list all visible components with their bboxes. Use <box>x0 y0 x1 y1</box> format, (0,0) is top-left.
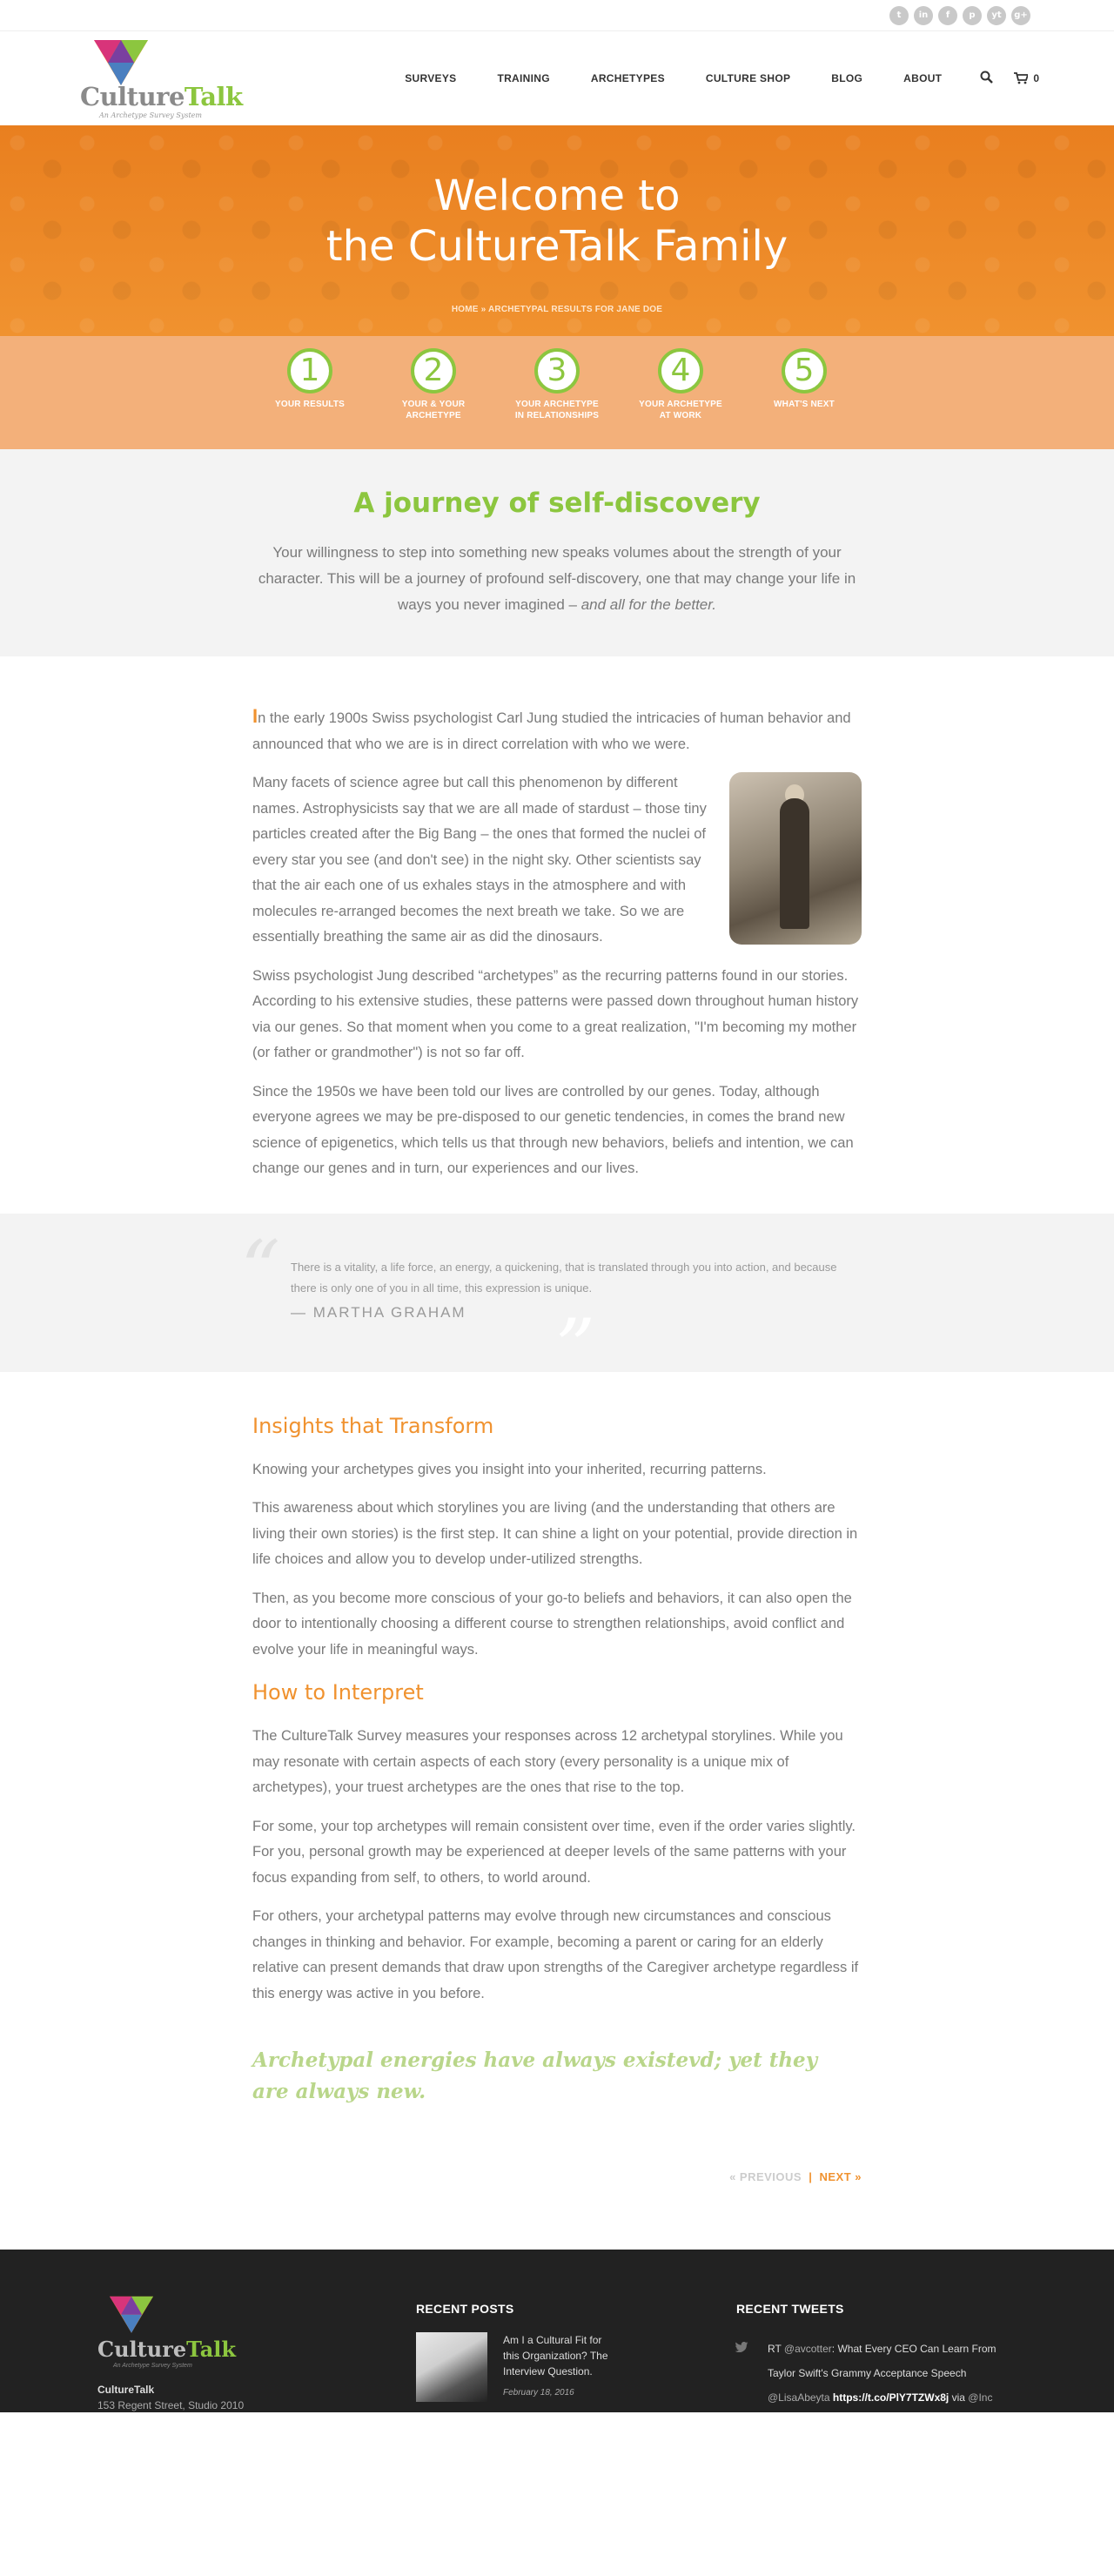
article-paragraph: Swiss psychologist Jung described “archetypes” as the recurring patterns found in our stories. According to his extensive studies, these patterns were passed down throughout human history via our genes. So that moment when you come to a great realization, "I'm becoming my mother (or father or grandmother") is not so far off. <box>252 967 859 1060</box>
footer-tagline: An Archetype Survey System <box>113 2363 192 2369</box>
twitter-icon[interactable]: t <box>889 6 909 25</box>
site-footer <box>0 2250 1114 2412</box>
step-label: YOUR ARCHETYPE IN RELATIONSHIPS <box>514 400 600 420</box>
step-you-and-archetype[interactable] <box>372 348 495 449</box>
nav-surveys[interactable]: SURVEYS <box>405 72 457 84</box>
journey-text: Your willingness to step into something new speaks volumes about the strength of your character. This will be a journey of profound self-discovery, one that may change your life in ways you never imagined – and all for the better. <box>258 544 856 613</box>
post-title: Am I a Cultural Fit for this Organization? The Interview Question. <box>503 2334 608 2378</box>
step-archetype-relationships[interactable] <box>495 348 619 449</box>
step-archetype-at-work[interactable] <box>619 348 742 449</box>
tweet-text: : What Every CEO Can Learn From Taylor Swift's Grammy Acceptance Speech <box>768 2343 997 2379</box>
logo-triangle-icon <box>94 38 148 85</box>
site-logo[interactable] <box>80 38 243 122</box>
social-bar <box>0 0 1114 31</box>
step-label: YOUR & YOUR ARCHETYPE <box>401 400 466 420</box>
quote-author: — MARTHA GRAHAM <box>291 1303 466 1321</box>
tweet-mention-link[interactable]: @LisaAbeyta <box>768 2391 830 2404</box>
footer-logo-triangle-icon <box>110 2295 153 2333</box>
article-paragraph: Since the 1950s we have been told our lives are controlled by our genes. Today, although everyone agrees we may be pre-disposed to our genetic tendencies, in comes the brand new science of epigenetics, which tells us that through new behaviors, beliefs and intention, we can change our genes and in turn, our experiences and our lives. <box>252 1083 854 1176</box>
post-thumbnail <box>416 2332 487 2402</box>
nav-archetypes[interactable]: ARCHETYPES <box>590 72 665 84</box>
article-body <box>252 656 862 1182</box>
site-header <box>0 31 1114 125</box>
steps-nav <box>0 336 1114 449</box>
tweet-url-link[interactable]: https://t.co/PlY7TZWx8j <box>832 2391 950 2404</box>
drop-cap: I <box>252 705 258 727</box>
step-number: 4 <box>658 348 703 393</box>
cart-button[interactable] <box>1014 72 1039 84</box>
tweet-rt: RT <box>768 2343 782 2355</box>
recent-tweets-title: RECENT TWEETS <box>736 2302 844 2316</box>
journey-title: A journey of self-discovery <box>353 488 761 519</box>
linkedin-icon[interactable]: in <box>914 6 933 25</box>
step-label: YOUR RESULTS <box>275 400 345 409</box>
tweet-inc-link[interactable]: @Inc <box>968 2391 993 2404</box>
cart-count: 0 <box>1033 72 1039 84</box>
youtube-icon[interactable]: yt <box>987 6 1006 25</box>
breadcrumb[interactable]: HOME » ARCHETYPAL RESULTS FOR JANE DOE <box>451 305 663 314</box>
previous-link[interactable]: « PREVIOUS <box>729 2170 802 2183</box>
footer-company-name: CultureTalk <box>97 2384 155 2396</box>
step-number: 5 <box>782 348 827 393</box>
quote-band <box>0 1214 1114 1394</box>
hero-banner <box>0 125 1114 336</box>
tweet-via: via <box>951 2391 965 2404</box>
step-label: WHAT'S NEXT <box>774 400 835 409</box>
step-label: YOUR ARCHETYPE AT WORK <box>639 400 722 420</box>
page-title-line-2: the CultureTalk Family <box>325 222 789 271</box>
recent-post-item[interactable] <box>416 2332 703 2405</box>
cart-icon <box>1014 72 1028 84</box>
step-number: 3 <box>534 348 580 393</box>
open-quote-icon: “ <box>240 1223 281 1315</box>
footer-wordmark: CultureTalk <box>97 2337 236 2362</box>
step-number: 1 <box>287 348 332 393</box>
footer-address: 153 Regent Street, Studio 2010 <box>97 2399 245 2411</box>
carl-jung-photo <box>729 772 862 945</box>
pinterest-icon[interactable]: p <box>963 6 982 25</box>
google-plus-icon[interactable]: g+ <box>1011 6 1030 25</box>
pull-quote: Archetypal energies have always existevd; yet they are always new. <box>252 2048 818 2103</box>
facebook-icon[interactable]: f <box>938 6 957 25</box>
recent-posts-title: RECENT POSTS <box>416 2302 514 2316</box>
insights-paragraph: Knowing your archetypes gives you insight into your inherited, recurring patterns. <box>252 1461 767 1477</box>
post-date: February 18, 2016 <box>503 2388 574 2398</box>
page-title <box>0 125 1114 272</box>
logo-tagline: An Archetype Survey System <box>99 111 202 119</box>
journey-intro <box>0 449 1114 656</box>
nav-training[interactable]: TRAINING <box>497 72 550 84</box>
nav-blog[interactable]: BLOG <box>831 72 863 84</box>
step-number: 2 <box>411 348 456 393</box>
interpret-paragraph: For some, your top archetypes will remain consistent over time, even if the order varies slightly. For you, personal growth may be experienced at deeper levels of the same patterns with your focus expanding from self, to others, to world around. <box>252 1818 856 1886</box>
tweet-user-link[interactable]: @avcotter <box>783 2343 832 2355</box>
interpret-title: How to Interpret <box>252 1680 424 1705</box>
interpret-paragraph: The CultureTalk Survey measures your responses across 12 archetypal storylines. While you may resonate with certain aspects of each story (every personality is a unique mix of archetypes), your truest archetypes are the ones that rise to the top. <box>252 1728 843 1795</box>
article-paragraph: Many facets of science agree but call this phenomenon by different names. Astrophysicists say that we are all made of stardust – those tiny particles created after the Big Bang – the ones that formed the nuclei of every star you see (and don't see) in the night sky. Other scientists say that the air each one of us exhales stays in the atmosphere and with molecules re-arranged becomes the next breath we take. So we are essentially breathing the same air as did the dinosaurs. <box>252 775 707 945</box>
next-link[interactable]: NEXT » <box>819 2170 862 2183</box>
search-icon[interactable] <box>980 71 993 87</box>
insights-paragraph: Then, as you become more conscious of your go-to beliefs and behaviors, it can also open the door to intentionally choosing a different course to strengthen relationships, avoid conflict and evolve your life in meaningful ways. <box>252 1590 852 1658</box>
main-nav <box>364 31 1039 125</box>
nav-culture-shop[interactable]: CULTURE SHOP <box>705 72 791 84</box>
twitter-bird-icon <box>735 2342 748 2352</box>
tweet-item <box>736 2337 1023 2410</box>
insights-title: Insights that Transform <box>252 1413 494 1438</box>
step-whats-next[interactable] <box>742 348 866 449</box>
interpret-paragraph: For others, your archetypal patterns may evolve through new circumstances and conscious changes in thinking and behavior. For example, becoming a parent or caring for an elderly relative can present demands that draw upon strengths of the Caregiver archetype regardless if this energy was active in you before. <box>252 1908 859 2001</box>
step-your-results[interactable] <box>248 348 372 449</box>
quote-text: There is a vitality, a life force, an energy, a quickening, that is translated through you into action, and because there is only one of you in all time, this expression is unique. <box>291 1260 837 1295</box>
pagination <box>252 2170 862 2183</box>
insights-section <box>252 1372 862 2184</box>
close-quote-icon: ” <box>555 1301 596 1394</box>
nav-about[interactable]: ABOUT <box>903 72 943 84</box>
insights-paragraph: This awareness about which storylines you are living (and the understanding that others are living their own stories) is the first step. It can shine a light on your potential, provide direction in life choices and allow you to develop under-utilized strengths. <box>252 1500 858 1567</box>
page-title-line-1: Welcome to <box>433 172 681 220</box>
article-paragraph: In the early 1900s Swiss psychologist Carl Jung studied the intricacies of human behavior and announced that who we are is in direct correlation with who we were. <box>252 705 851 752</box>
pager-separator: | <box>809 2170 813 2183</box>
blockquote <box>240 1214 862 1394</box>
logo-wordmark: CultureTalk <box>80 82 243 111</box>
